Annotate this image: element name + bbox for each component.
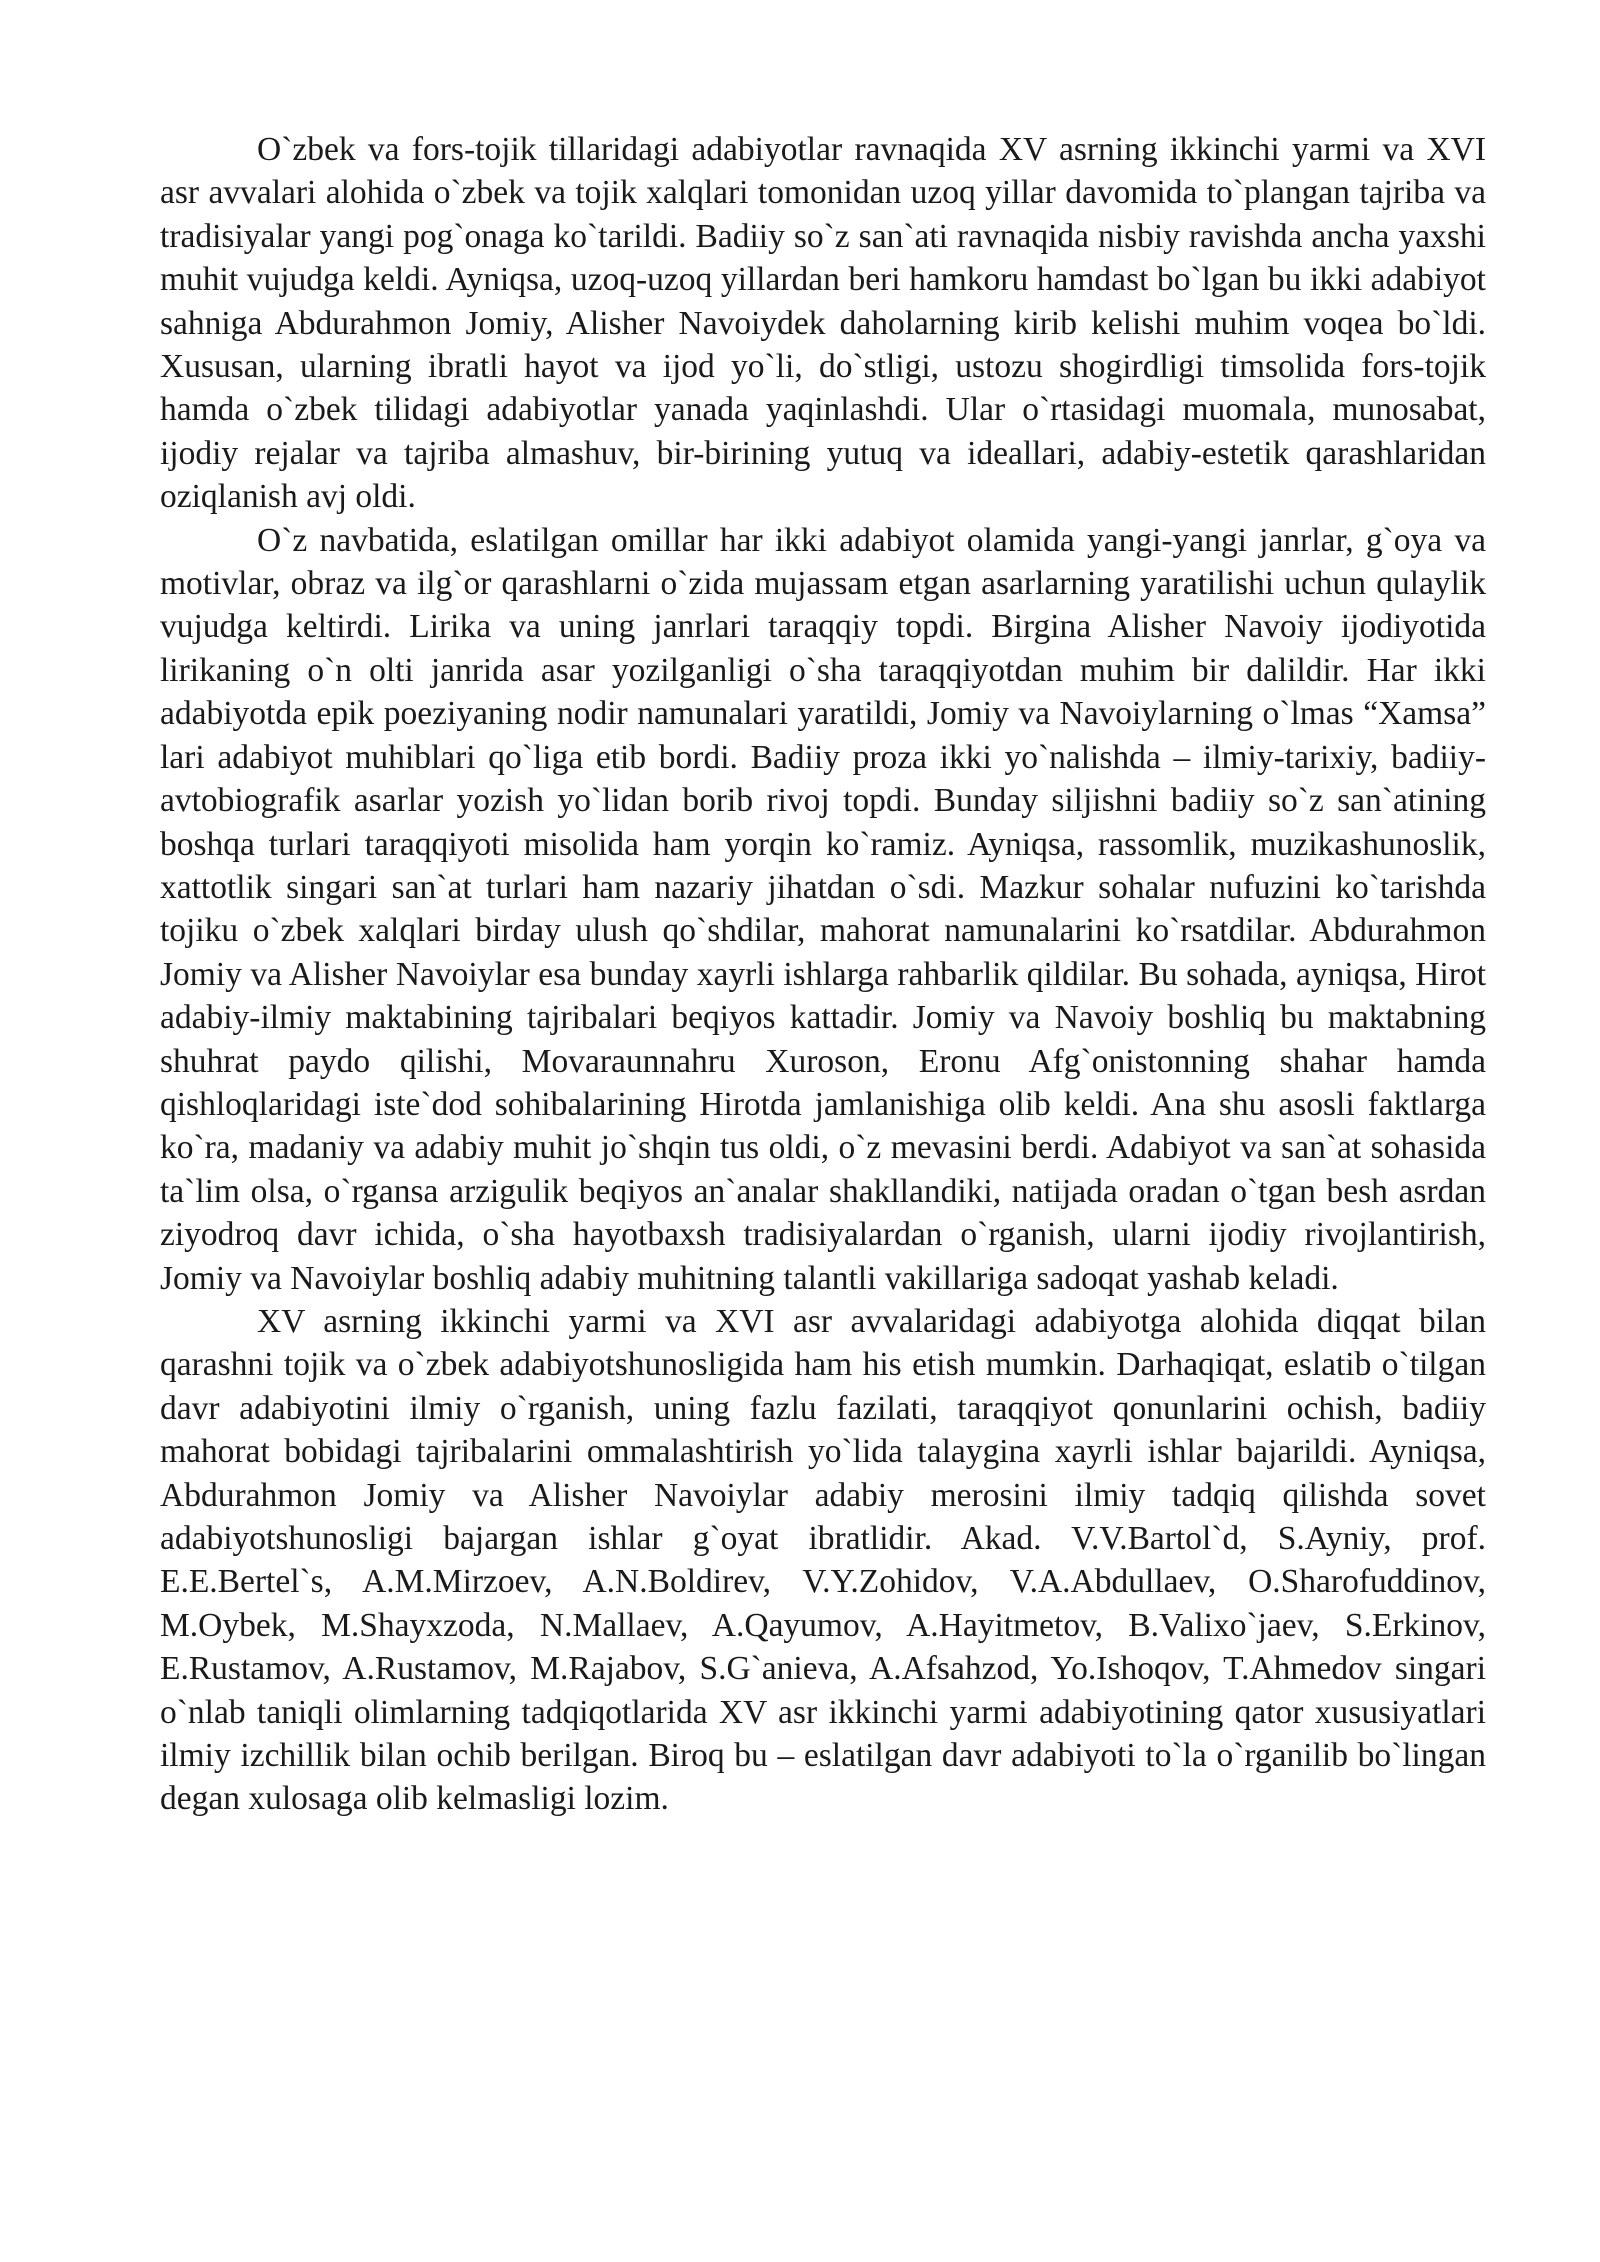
document-page — [160, 128, 1486, 1821]
paragraph-1: O`zbek va fors-tojik tillaridagi adabiyotlar ravnaqida XV asrning ikkinchi yarmi va XVI asr avvalari alohida o`zbek va tojik xalqlari tomonidan uzoq yillar davomida to`plangan tajriba va tradisiyalar yangi pog`onaga ko`tarildi. Badiiy so`z san`ati ravnaqida nisbiy ravishda ancha yaxshi muhit vujudga keldi. Ayniqsa, uzoq-uzoq yillardan beri hamkoru hamdast bo`lgan bu ikki adabiyot sahniga Abdurahmon Jomiy, Alisher Navoiydek daholarning kirib kelishi muhim voqea bo`ldi. Xususan, ularning ibratli hayot va ijod yo`li, do`stligi, ustozu shogirdligi timsolida fors-tojik hamda o`zbek tilidagi adabiyotlar yanada yaqinlashdi. Ular o`rtasidagi muomala, munosabat, ijodiy rejalar va tajriba almashuv, bir-birining yutuq va ideallari, adabiy-estetik qarashlaridan oziqlanish avj oldi. — [160, 131, 1486, 516]
paragraph-3: XV asrning ikkinchi yarmi va XVI asr avvalaridagi adabiyotga alohida diqqat bilan qarashni tojik va o`zbek adabiyotshunosligida ham his etish mumkin. Darhaqiqat, eslatib o`tilgan davr adabiyotini ilmiy o`rganish, uning fazlu fazilati, taraqqiyot qonunlarini ochish, badiiy mahorat bobidagi tajribalarini ommalashtirish yo`lida talaygina xayrli ishlar bajarildi. Ayniqsa, Abdurahmon Jomiy va Alisher Navoiylar adabiy merosini ilmiy tadqiq qilishda sovet adabiyotshunosligi bajargan ishlar g`oyat ibratlidir. Akad. V.V.Bartol`d, S.Ayniy, prof. E.E.Bertel`s, A.M.Mirzoev, A.N.Boldirev, V.Y.Zohidov, V.A.Abdullaev, O.Sharofuddinov, M.Oybek, M.Shayxzoda, N.Mallaev, A.Qayumov, A.Hayitmetov, B.Valixo`jaev, S.Erkinov, E.Rustamov, A.Rustamov, M.Rajabov, S.G`anieva, A.Afsahzod, Yo.Ishoqov, T.Ahmedov singari o`nlab taniqli olimlarning tadqiqotlarida XV asr ikkinchi yarmi adabiyotining qator xususiyatlari ilmiy izchillik bilan ochib berilgan. Biroq bu – eslatilgan davr adabiyoti to`la o`rganilib bo`lingan degan xulosaga olib kelmasligi lozim. — [160, 1302, 1486, 1818]
paragraph-2: O`z navbatida, eslatilgan omillar har ikki adabiyot olamida yangi-yangi janrlar, g`oya va motivlar, obraz va ilg`or qarashlarni o`zida mujassam etgan asarlarning yaratilishi uchun qulaylik vujudga keltirdi. Lirika va uning janrlari taraqqiy topdi. Birgina Alisher Navoiy ijodiyotida lirikaning o`n olti janrida asar yozilganligi o`sha taraqqiyotdan muhim bir dalildir. Har ikki adabiyotda epik poeziyaning nodir namunalari yaratildi, Jomiy va Navoiylarning o`lmas “Xamsa” lari adabiyot muhiblari qo`liga etib bordi. Badiiy proza ikki yo`nalishda – ilmiy-tarixiy, badiiy-avtobiografik asarlar yozish yo`lidan borib rivoj topdi. Bunday siljishni badiiy so`z san`atining boshqa turlari taraqqiyoti misolida ham yorqin ko`ramiz. Ayniqsa, rassomlik, muzikashunoslik, xattotlik singari san`at turlari ham nazariy jihatdan o`sdi. Mazkur sohalar nufuzini ko`tarishda tojiku o`zbek xalqlari birday ulush qo`shdilar, mahorat namunalarini ko`rsatdilar. Abdurahmon Jomiy va Alisher Navoiylar esa bunday xayrli ishlarga rahbarlik qildilar. Bu sohada, ayniqsa, Hirot adabiy-ilmiy maktabining tajribalari beqiyos kattadir. Jomiy va Navoiy boshliq bu maktabning shuhrat paydo qilishi, Movaraunnahru Xuroson, Eronu Afg`onistonning shahar hamda qishloqlaridagi iste`dod sohibalarining Hirotda jamlanishiga olib keldi. Ana shu asosli faktlarga ko`ra, madaniy va adabiy muhit jo`shqin tus oldi, o`z mevasini berdi. Adabiyot va san`at sohasida ta`lim olsa, o`rgansa arzigulik beqiyos an`analar shakllandiki, natijada oradan o`tgan besh asrdan ziyodroq davr ichida, o`sha hayotbaxsh tradisiyalardan o`rganish, ularni ijodiy rivojlantirish, Jomiy va Navoiylar boshliq adabiy muhitning talantli vakillariga sadoqat yashab keladi. — [160, 521, 1486, 1297]
